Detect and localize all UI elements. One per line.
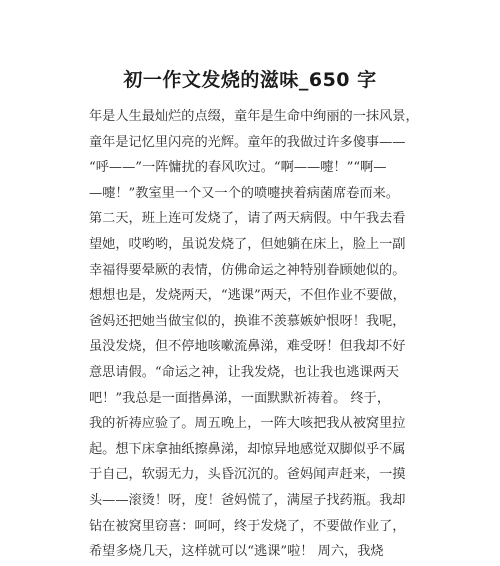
body-line: 吧！”我总是一面揩鼻涕，一面默默祈祷着。 终于， [89,390,391,406]
body-line: 希望多烧几天，这样就可以“逃课”啦！ 周六，我烧 [89,544,384,560]
body-line: 第二天，班上连可发烧了，请了两天病假。中午我去看 [89,211,406,227]
body-line: 爸妈还把她当做宝似的，换谁不羡慕嫉妒恨呀！我呢， [89,313,406,329]
body-line: 幸福得要晕厥的表情，仿佛命运之神特别眷顾她似的。 [89,262,406,278]
article-title: 初一作文发烧的滋味_650 字 [123,69,377,91]
body-line: 起。想下床拿抽纸擦鼻涕，却惊异地感觉双脚似乎不属 [89,441,406,457]
body-line: 钻在被窝里窃喜：呵呵，终于发烧了，不要做作业了， [89,518,406,534]
body-line: 望她，哎哟哟，虽说发烧了，但她躺在床上，脸上一副 [89,236,406,252]
body-line: 虽没发烧，但不停地咳嗽流鼻涕，难受呀！但我却不好 [89,339,406,355]
body-line: 年是人生最灿烂的点缀，童年是生命中绚丽的一抹风景， [89,109,419,124]
body-line: 想想也是，发烧两天，“逃课”两天，不但作业不要做， [89,288,406,304]
body-line: “呼——”一阵慵扰的春风吹过。“啊——嚏！”“啊— [89,160,387,176]
body-line: 头——滚烫！呀，度！爸妈慌了，满屋子找药瓶。我却 [89,492,406,508]
body-line: 于自己，软弱无力，头昏沉沉的。爸妈闻声赶来，一摸 [89,467,406,483]
body-line: 我的祈祷应验了。周五晚上，一阵大咳把我从被窝里拉 [89,416,406,432]
body-line: —嚏！”教室里一个又一个的喷嚏挟着病菌席卷而来。 [89,185,400,201]
body-line: 童年是记忆里闪亮的光辉。童年的我做过许多傻事—— [89,134,406,150]
body-line: 意思请假。“命运之神，让我发烧，也让我也逃课两天 [89,364,400,380]
article-body [89,104,419,565]
